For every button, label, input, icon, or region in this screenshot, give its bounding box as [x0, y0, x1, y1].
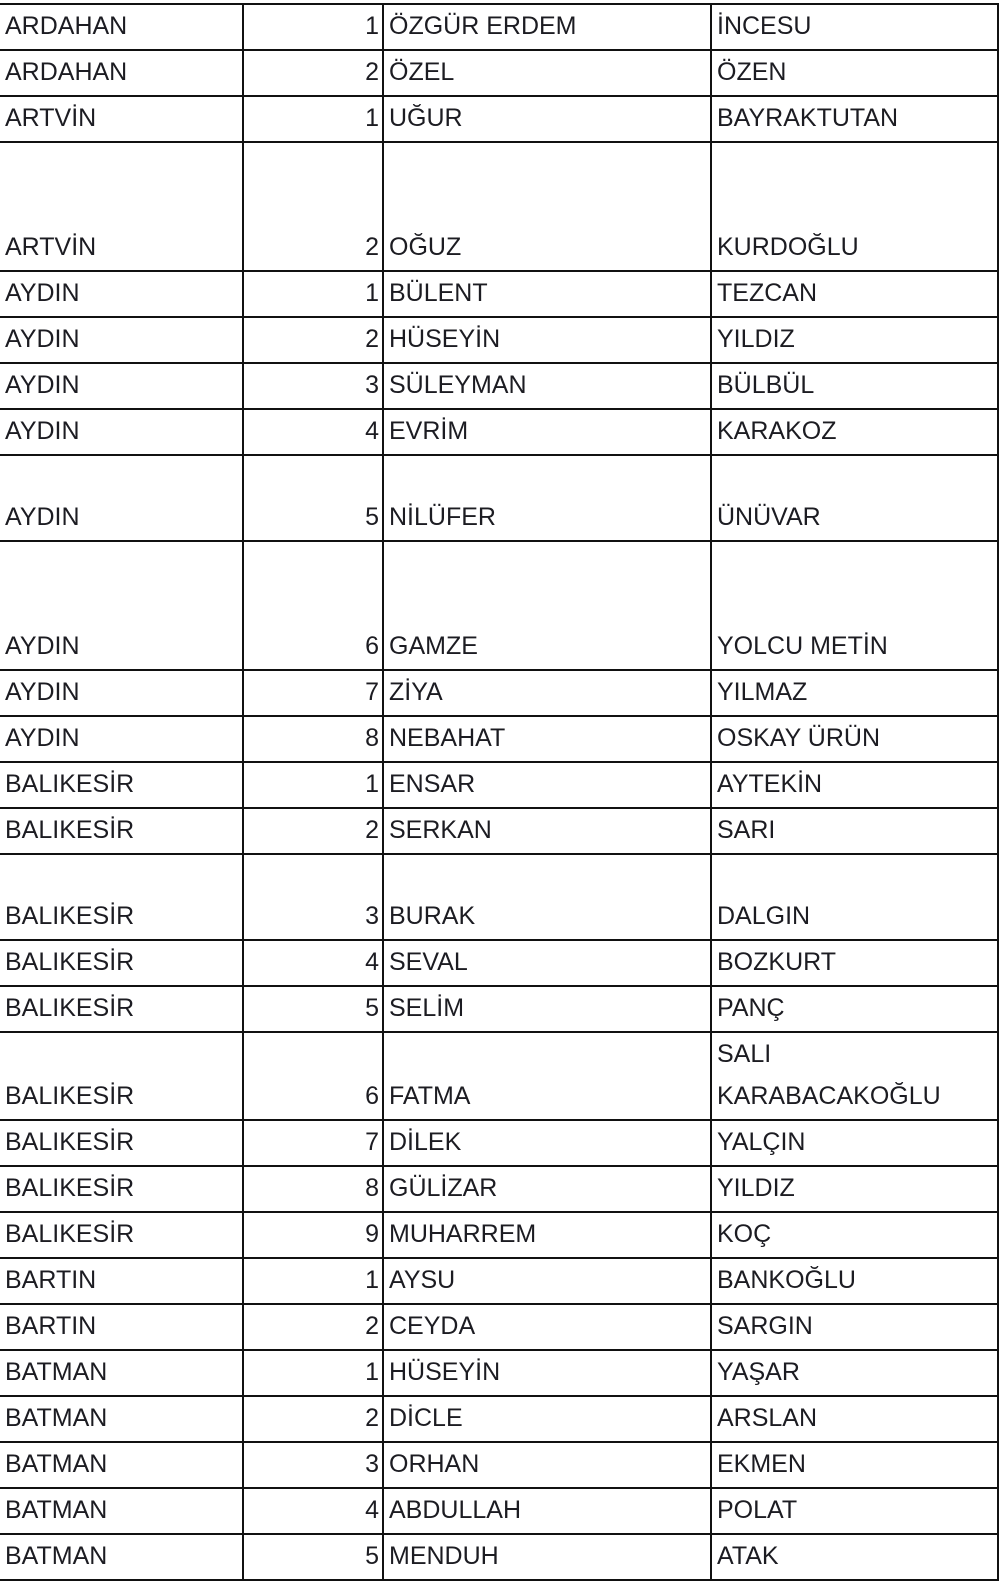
table-row	[0, 1350, 998, 1396]
province-cell: AYDIN	[0, 317, 243, 363]
province-cell: BALIKESİR	[0, 986, 243, 1032]
first-name-cell: ÖZGÜR ERDEM	[383, 4, 711, 50]
rank-cell: 5	[243, 455, 383, 541]
last-name-cell: BÜLBÜL	[711, 363, 998, 409]
table-row	[0, 808, 998, 854]
table-row	[0, 940, 998, 986]
rank-cell: 1	[243, 271, 383, 317]
rank-cell: 4	[243, 409, 383, 455]
rank-cell: 5	[243, 986, 383, 1032]
rank-cell: 3	[243, 1442, 383, 1488]
first-name-cell: GAMZE	[383, 541, 711, 670]
table-row	[0, 142, 998, 271]
table-row	[0, 363, 998, 409]
table-row	[0, 670, 998, 716]
province-cell: BALIKESİR	[0, 1032, 243, 1120]
first-name-cell: BURAK	[383, 854, 711, 940]
first-name-cell: UĞUR	[383, 96, 711, 142]
rank-cell: 9	[243, 1212, 383, 1258]
province-cell: BALIKESİR	[0, 808, 243, 854]
table-row	[0, 716, 998, 762]
first-name-cell: MUHARREM	[383, 1212, 711, 1258]
first-name-cell: HÜSEYİN	[383, 1350, 711, 1396]
rank-cell: 3	[243, 363, 383, 409]
last-name-cell: BOZKURT	[711, 940, 998, 986]
rank-cell: 7	[243, 670, 383, 716]
last-name-cell: YILMAZ	[711, 670, 998, 716]
last-name-cell: BAYRAKTUTAN	[711, 96, 998, 142]
province-cell: ARDAHAN	[0, 50, 243, 96]
rank-cell: 2	[243, 808, 383, 854]
last-name-cell: ATAK	[711, 1534, 998, 1580]
last-name-cell: YILDIZ	[711, 317, 998, 363]
last-name-cell: OSKAY ÜRÜN	[711, 716, 998, 762]
rank-cell: 4	[243, 940, 383, 986]
last-name-cell: YALÇIN	[711, 1120, 998, 1166]
last-name-cell: İNCESU	[711, 4, 998, 50]
province-cell: AYDIN	[0, 363, 243, 409]
rank-cell: 1	[243, 1350, 383, 1396]
table-row	[0, 1488, 998, 1534]
first-name-cell: SÜLEYMAN	[383, 363, 711, 409]
rank-cell: 3	[243, 854, 383, 940]
province-cell: BALIKESİR	[0, 762, 243, 808]
first-name-cell: SERKAN	[383, 808, 711, 854]
last-name-cell: PANÇ	[711, 986, 998, 1032]
table-row	[0, 317, 998, 363]
first-name-cell: ENSAR	[383, 762, 711, 808]
last-name-cell: KURDOĞLU	[711, 142, 998, 271]
province-cell: ARDAHAN	[0, 4, 243, 50]
last-name-cell: YAŞAR	[711, 1350, 998, 1396]
last-name-cell: BANKOĞLU	[711, 1258, 998, 1304]
table-row	[0, 1258, 998, 1304]
rank-cell: 1	[243, 1258, 383, 1304]
province-cell: AYDIN	[0, 455, 243, 541]
table-row	[0, 986, 998, 1032]
table-row	[0, 762, 998, 808]
first-name-cell: ORHAN	[383, 1442, 711, 1488]
rank-cell: 2	[243, 1304, 383, 1350]
first-name-cell: NEBAHAT	[383, 716, 711, 762]
rank-cell: 6	[243, 1032, 383, 1120]
table-row	[0, 1534, 998, 1580]
rank-cell: 2	[243, 1396, 383, 1442]
province-cell: BALIKESİR	[0, 854, 243, 940]
first-name-cell: AYSU	[383, 1258, 711, 1304]
first-name-cell: ÖZEL	[383, 50, 711, 96]
table-body	[0, 4, 998, 1580]
rank-cell: 8	[243, 716, 383, 762]
first-name-cell: BÜLENT	[383, 271, 711, 317]
province-cell: ARTVİN	[0, 96, 243, 142]
province-cell: BATMAN	[0, 1350, 243, 1396]
province-cell: AYDIN	[0, 716, 243, 762]
table-row	[0, 1442, 998, 1488]
rank-cell: 6	[243, 541, 383, 670]
first-name-cell: FATMA	[383, 1032, 711, 1120]
last-name-cell: AYTEKİN	[711, 762, 998, 808]
province-cell: BALIKESİR	[0, 1120, 243, 1166]
table-row	[0, 455, 998, 541]
table-row	[0, 1212, 998, 1258]
rank-cell: 1	[243, 96, 383, 142]
province-cell: BARTIN	[0, 1258, 243, 1304]
last-name-cell: ARSLAN	[711, 1396, 998, 1442]
last-name-cell: SARGIN	[711, 1304, 998, 1350]
first-name-cell: SELİM	[383, 986, 711, 1032]
rank-cell: 1	[243, 4, 383, 50]
table-row	[0, 4, 998, 50]
table-row	[0, 271, 998, 317]
last-name-cell: YILDIZ	[711, 1166, 998, 1212]
province-cell: AYDIN	[0, 409, 243, 455]
last-name-cell: ÜNÜVAR	[711, 455, 998, 541]
last-name-cell: YOLCU METİN	[711, 541, 998, 670]
province-cell: BATMAN	[0, 1442, 243, 1488]
table-row	[0, 541, 998, 670]
rank-cell: 8	[243, 1166, 383, 1212]
province-cell: AYDIN	[0, 541, 243, 670]
rank-cell: 4	[243, 1488, 383, 1534]
rank-cell: 5	[243, 1534, 383, 1580]
first-name-cell: OĞUZ	[383, 142, 711, 271]
last-name-cell: POLAT	[711, 1488, 998, 1534]
rank-cell: 2	[243, 50, 383, 96]
rank-cell: 7	[243, 1120, 383, 1166]
first-name-cell: SEVAL	[383, 940, 711, 986]
table-row	[0, 1032, 998, 1120]
province-cell: BATMAN	[0, 1534, 243, 1580]
first-name-cell: DİCLE	[383, 1396, 711, 1442]
rank-cell: 2	[243, 142, 383, 271]
first-name-cell: ZİYA	[383, 670, 711, 716]
first-name-cell: DİLEK	[383, 1120, 711, 1166]
province-cell: BALIKESİR	[0, 940, 243, 986]
rank-cell: 1	[243, 762, 383, 808]
table-row	[0, 1304, 998, 1350]
table-row	[0, 50, 998, 96]
last-name-cell: SARI	[711, 808, 998, 854]
first-name-cell: CEYDA	[383, 1304, 711, 1350]
table-row	[0, 854, 998, 940]
first-name-cell: NİLÜFER	[383, 455, 711, 541]
last-name-cell: TEZCAN	[711, 271, 998, 317]
province-cell: BATMAN	[0, 1396, 243, 1442]
table-row	[0, 1396, 998, 1442]
last-name-cell: KARAKOZ	[711, 409, 998, 455]
province-cell: BATMAN	[0, 1488, 243, 1534]
table-row	[0, 409, 998, 455]
province-cell: BARTIN	[0, 1304, 243, 1350]
province-cell: AYDIN	[0, 271, 243, 317]
first-name-cell: MENDUH	[383, 1534, 711, 1580]
last-name-cell: SALI KARABACAKOĞLU	[711, 1032, 998, 1120]
table-row	[0, 96, 998, 142]
province-cell: AYDIN	[0, 670, 243, 716]
first-name-cell: GÜLİZAR	[383, 1166, 711, 1212]
first-name-cell: EVRİM	[383, 409, 711, 455]
last-name-cell: KOÇ	[711, 1212, 998, 1258]
candidate-table	[0, 3, 999, 1581]
province-cell: BALIKESİR	[0, 1166, 243, 1212]
last-name-cell: DALGIN	[711, 854, 998, 940]
rank-cell: 2	[243, 317, 383, 363]
last-name-cell: EKMEN	[711, 1442, 998, 1488]
table-row	[0, 1120, 998, 1166]
province-cell: BALIKESİR	[0, 1212, 243, 1258]
province-cell: ARTVİN	[0, 142, 243, 271]
first-name-cell: ABDULLAH	[383, 1488, 711, 1534]
first-name-cell: HÜSEYİN	[383, 317, 711, 363]
last-name-cell: ÖZEN	[711, 50, 998, 96]
table-row	[0, 1166, 998, 1212]
